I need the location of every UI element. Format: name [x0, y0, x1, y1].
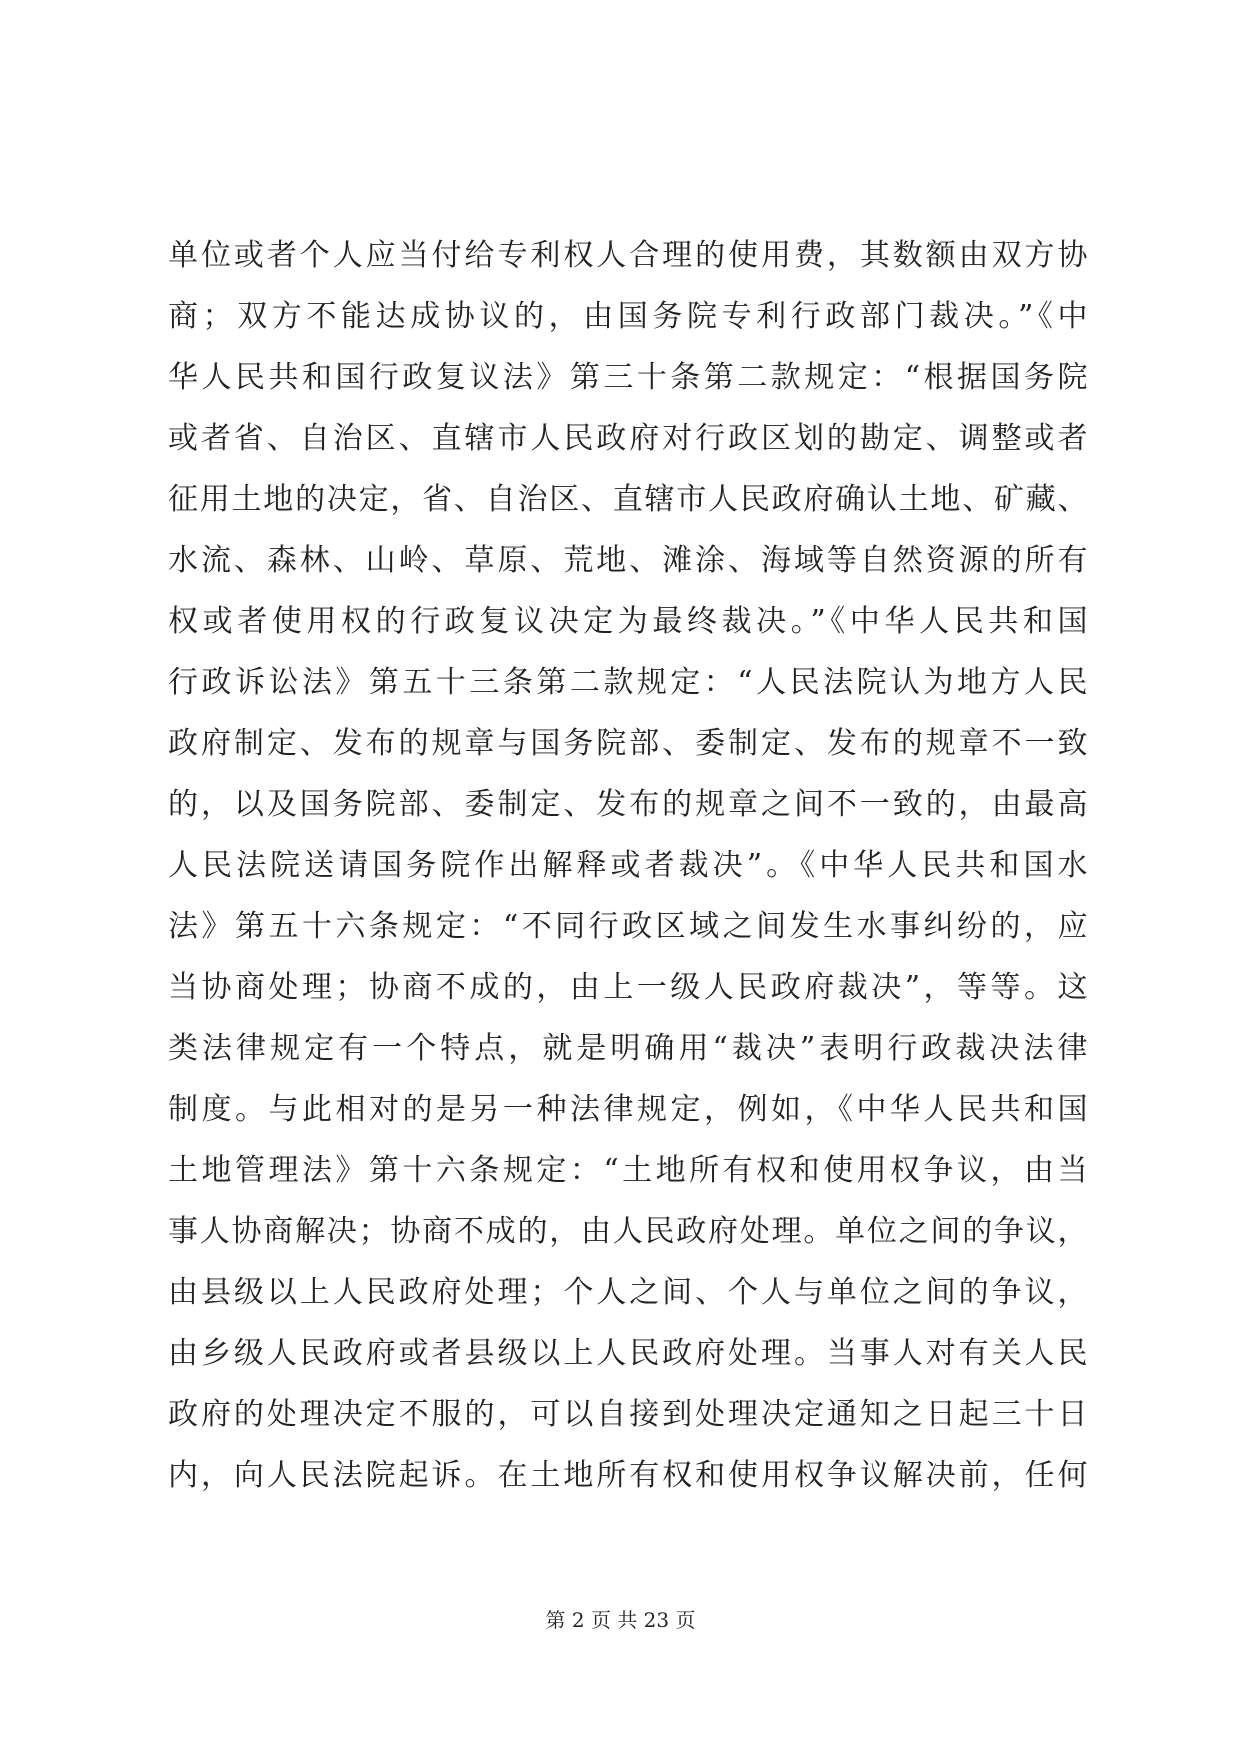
text-line: 水流、森林、山岭、草原、荒地、滩涂、海域等自然资源的所有	[168, 543, 1088, 578]
text-line: 法》第五十六条规定：“不同行政区域之间发生水事纠纷的，应	[168, 909, 1088, 944]
body-text	[168, 225, 1088, 1506]
page-number-footer: 第 2 页 共 23 页	[545, 1608, 696, 1632]
text-line: 由县级以上人民政府处理；个人之间、个人与单位之间的争议，	[168, 1275, 1088, 1310]
text-line: 政府制定、发布的规章与国务院部、委制定、发布的规章不一致	[168, 726, 1088, 761]
text-line: 或者省、自治区、直辖市人民政府对行政区划的勘定、调整或者	[168, 421, 1088, 456]
text-line: 行政诉讼法》第五十三条第二款规定：“人民法院认为地方人民	[168, 665, 1088, 700]
text-line: 土地管理法》第十六条规定：“土地所有权和使用权争议，由当	[168, 1153, 1088, 1188]
text-line: 单位或者个人应当付给专利权人合理的使用费，其数额由双方协	[168, 238, 1088, 273]
text-line: 人民法院送请国务院作出解释或者裁决”。《中华人民共和国水	[168, 848, 1088, 883]
text-line: 华人民共和国行政复议法》第三十条第二款规定：“根据国务院	[168, 360, 1088, 395]
text-line: 政府的处理决定不服的，可以自接到处理决定通知之日起三十日	[168, 1397, 1088, 1432]
text-line: 当协商处理；协商不成的，由上一级人民政府裁决”，等等。这	[168, 970, 1088, 1005]
text-line: 权或者使用权的行政复议决定为最终裁决。”《中华人民共和国	[168, 604, 1088, 639]
text-line: 的，以及国务院部、委制定、发布的规章之间不一致的，由最高	[168, 787, 1088, 822]
text-line: 事人协商解决；协商不成的，由人民政府处理。单位之间的争议，	[168, 1214, 1088, 1249]
text-line: 内，向人民法院起诉。在土地所有权和使用权争议解决前，任何	[168, 1458, 1088, 1493]
text-line: 商；双方不能达成协议的，由国务院专利行政部门裁决。”《中	[168, 299, 1088, 334]
text-line: 制度。与此相对的是另一种法律规定，例如，《中华人民共和国	[168, 1092, 1088, 1127]
text-line: 类法律规定有一个特点，就是明确用“裁决”表明行政裁决法律	[168, 1031, 1088, 1066]
text-line: 由乡级人民政府或者县级以上人民政府处理。当事人对有关人民	[168, 1336, 1088, 1371]
text-line: 征用土地的决定，省、自治区、直辖市人民政府确认土地、矿藏、	[168, 482, 1088, 517]
